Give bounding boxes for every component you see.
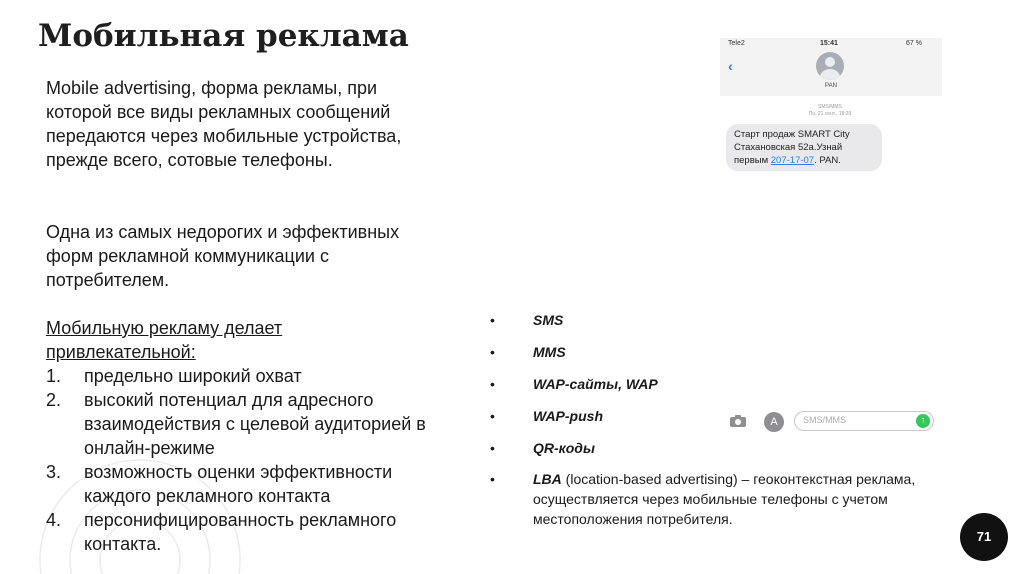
item-number: 1. xyxy=(46,366,62,386)
item-number: 2. xyxy=(46,390,62,410)
bullet-icon: • xyxy=(490,312,495,328)
avatar xyxy=(816,52,844,80)
intro-paragraph: Mobile advertising, форма рекламы, при которой все виды рекламных сообщений передаются через мобильные устройства, прежде всего, сотовые телефоны. xyxy=(46,78,402,170)
message-tail: . PAN. xyxy=(814,155,841,166)
list-item xyxy=(46,364,429,388)
bullet-icon: • xyxy=(490,471,495,487)
channel-label: WAP-сайты, WAP xyxy=(533,376,658,392)
contact-name: PAN xyxy=(825,83,837,89)
bullet-icon: • xyxy=(490,376,495,392)
time-label: 15:41 xyxy=(820,40,838,47)
message-link[interactable]: 207-17-07 xyxy=(770,155,815,166)
bullet-icon: • xyxy=(490,440,495,456)
channel-description: (location-based advertising) – геоконтекстная реклама, осуществляется через мобильные телефоны с учетом местоположения потребителя. xyxy=(533,471,916,527)
numbered-list xyxy=(46,364,429,556)
battery-label: 67 % xyxy=(906,40,922,47)
list-item xyxy=(490,309,973,341)
channel-label: SMS xyxy=(533,312,564,328)
message-date: Пн, 21 сент., 18:29 xyxy=(808,111,852,117)
second-paragraph: Одна из самых недорогих и эффективных форм рекламной коммуникации с потребителем. xyxy=(46,222,400,290)
list-item xyxy=(490,373,973,405)
message-type: SMS/MMS xyxy=(818,104,842,110)
list-item xyxy=(490,437,973,469)
item-text: предельно широкий охват xyxy=(84,366,302,386)
compose-bar xyxy=(728,408,938,436)
message-input-placeholder: SMS/MMS xyxy=(803,415,847,425)
bullet-icon: • xyxy=(490,344,495,360)
bullet-icon: • xyxy=(490,408,495,424)
list-item xyxy=(490,469,973,529)
channel-label: WAP-push xyxy=(533,408,603,424)
item-number: 4. xyxy=(46,510,62,530)
attractive-heading: Мобильную рекламу делает привлекательной: xyxy=(46,318,283,362)
list-item xyxy=(46,460,429,508)
channel-label: LBA xyxy=(533,471,562,487)
item-text: персонифицированность рекламного контакта. xyxy=(84,510,397,554)
message-text: Старт продаж SMART City Стахановская 52а.Узнай первым xyxy=(734,129,850,166)
channel-label: QR-коды xyxy=(533,440,595,456)
item-text: возможность оценки эффективности каждого рекламного контакта xyxy=(84,462,393,506)
list-item xyxy=(46,508,429,556)
page-number-badge: 71 xyxy=(960,513,1008,561)
message-input[interactable] xyxy=(794,411,934,431)
camera-icon[interactable] xyxy=(730,415,746,427)
message-bubble xyxy=(726,124,882,171)
list-item xyxy=(46,388,429,460)
phone-header xyxy=(720,38,942,96)
back-icon[interactable]: ‹ xyxy=(728,58,733,74)
app-store-icon[interactable]: A xyxy=(764,412,784,432)
carrier-label: Tele2 xyxy=(728,40,745,47)
slide-title: Мобильная реклама xyxy=(38,18,409,54)
channel-label: MMS xyxy=(533,344,566,360)
item-text: высокий потенциал для адресного взаимодействия с целевой аудиторией в онлайн-режиме xyxy=(84,390,426,458)
list-item xyxy=(490,341,973,373)
send-icon[interactable]: ↑ xyxy=(916,414,930,428)
item-number: 3. xyxy=(46,462,62,482)
